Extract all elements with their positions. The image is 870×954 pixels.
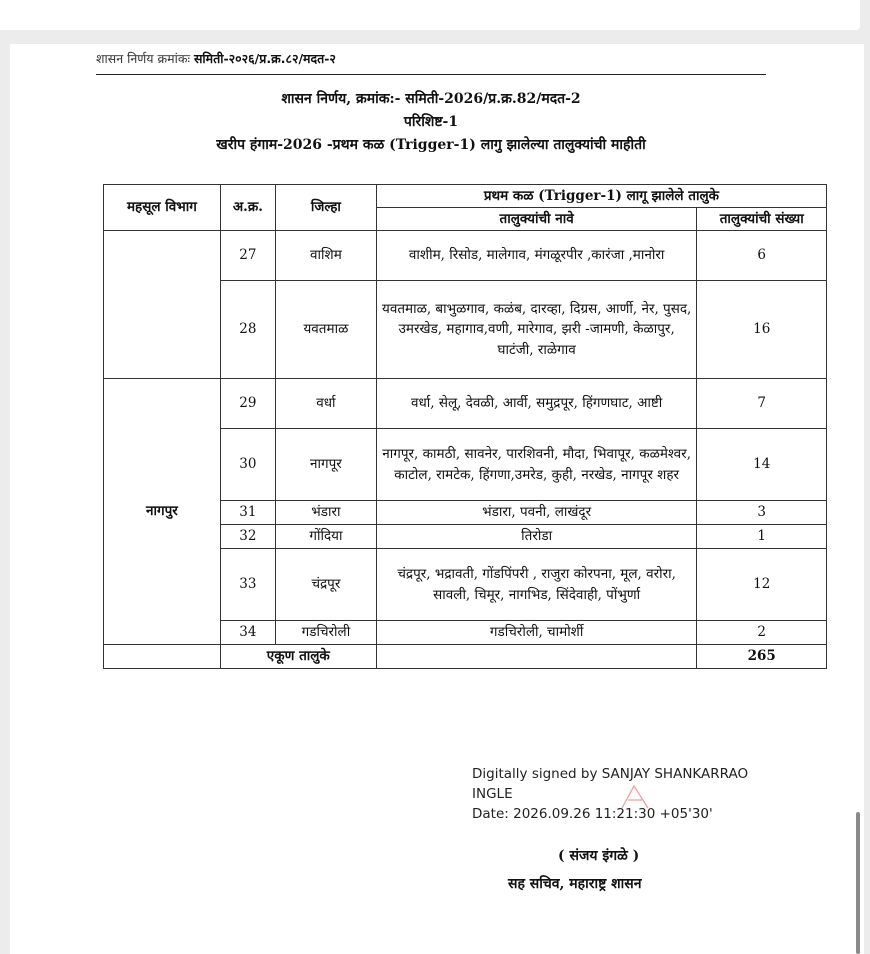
total-empty-cell <box>376 645 697 669</box>
officer-designation: सह सचिव, महाराष्ट्र शासन <box>508 876 642 892</box>
talukas-cell: गडचिरोली, चामोर्शी <box>376 621 697 645</box>
district-cell: भंडारा <box>275 501 376 525</box>
count-cell: 14 <box>697 429 827 501</box>
running-header-value: समिती-२०२६/प्र.क्र.८२/मदत-२ <box>193 51 336 66</box>
total-value: 265 <box>697 645 827 669</box>
document-titles <box>96 88 766 157</box>
header-divider <box>96 74 766 75</box>
count-cell: 7 <box>697 379 827 429</box>
running-header-label: शासन निर्णय क्रमांकः <box>96 51 194 66</box>
previous-page-edge <box>0 0 860 30</box>
sr-no-cell: 27 <box>220 231 275 281</box>
count-cell: 3 <box>697 501 827 525</box>
talukas-cell: वाशीम, रिसोड, मालेगाव, मंगळूरपीर ,कारंजा ,मानोरा <box>376 231 697 281</box>
count-cell: 2 <box>697 621 827 645</box>
district-cell: गोंदिया <box>275 525 376 549</box>
talukas-cell: यवतमाळ, बाभुळगाव, कळंब, दारव्हा, दिग्रस, आर्णी, नेर, पुसद, उमरखेड, महागाव,वणी, मारेगाव, झरी -जामणी, केळापुर, घाटंजी, राळेगाव <box>376 281 697 379</box>
table-row <box>104 231 827 281</box>
table-row <box>104 379 827 429</box>
sr-no-cell: 30 <box>220 429 275 501</box>
talukas-cell: भंडारा, पवनी, लाखंदूर <box>376 501 697 525</box>
taluka-table <box>103 184 827 669</box>
sr-no-cell: 34 <box>220 621 275 645</box>
signature-date: Date: 2026.09.26 11:21:30 +05'30' <box>472 806 713 822</box>
scrollbar-thumb[interactable] <box>856 812 860 954</box>
title-annexure: परिशिष्ट-1 <box>403 114 459 130</box>
district-cell: वाशिम <box>275 231 376 281</box>
district-cell: गडचिरोली <box>275 621 376 645</box>
title-gr-number: शासन निर्णय, क्रमांक:- समिती-2026/प्र.क्र.82/मदत-2 <box>281 91 581 107</box>
count-cell: 12 <box>697 549 827 621</box>
signature-check-icon <box>616 778 666 818</box>
running-header <box>96 50 766 67</box>
count-cell: 1 <box>697 525 827 549</box>
count-cell: 16 <box>697 281 827 379</box>
talukas-cell: नागपूर, कामठी, सावनेर, पारशिवनी, मौदा, भिवापूर, कळमेश्वर, काटोल, रामटेक, हिंगणा,उमरेड, कुही, नरखेड, नागपूर शहर <box>376 429 697 501</box>
officer-block <box>490 842 730 898</box>
count-cell: 6 <box>697 231 827 281</box>
header-sr-no: अ.क्र. <box>220 185 275 231</box>
sr-no-cell: 32 <box>220 525 275 549</box>
sr-no-cell: 33 <box>220 549 275 621</box>
sr-no-cell: 28 <box>220 281 275 379</box>
title-subject: खरीप हंगाम-2026 -प्रथम कळ (Trigger-1) लागु झालेल्या तालुक्यांची माहीती <box>216 137 646 153</box>
table-total-row <box>104 645 827 669</box>
header-district: जिल्हा <box>275 185 376 231</box>
header-taluka-names: तालुक्यांची नावे <box>376 208 697 231</box>
sr-no-cell: 31 <box>220 501 275 525</box>
total-empty-cell <box>104 645 221 669</box>
division-cell-empty <box>104 231 221 379</box>
talukas-cell: चंद्रपूर, भद्रावती, गोंडपिंपरी , राजुरा कोरपना, मूल, वरोरा, सावली, चिमूर, नागभिड, सिंदेवाही, पोंभुर्णा <box>376 549 697 621</box>
district-cell: वर्धा <box>275 379 376 429</box>
total-label: एकूण तालुके <box>220 645 376 669</box>
division-cell-nagpur: नागपुर <box>104 379 221 645</box>
signature-line-2: INGLE <box>472 786 513 802</box>
district-cell: चंद्रपूर <box>275 549 376 621</box>
signature-line-1: Digitally signed by SANJAY SHANKARRAO <box>472 766 749 782</box>
header-taluka-count: तालुक्यांची संख्या <box>697 208 827 231</box>
talukas-cell: तिरोडा <box>376 525 697 549</box>
sr-no-cell: 29 <box>220 379 275 429</box>
table-header-row <box>104 185 827 208</box>
officer-name: ( संजय इंगळे ) <box>558 848 640 864</box>
talukas-cell: वर्धा, सेलू, देवळी, आर्वी, समुद्रपूर, हिंगणघाट, आष्टी <box>376 379 697 429</box>
district-cell: नागपूर <box>275 429 376 501</box>
header-division: महसूल विभाग <box>104 185 221 231</box>
header-trigger-group: प्रथम कळ (Trigger-1) लागू झालेले तालुके <box>376 185 826 208</box>
district-cell: यवतमाळ <box>275 281 376 379</box>
